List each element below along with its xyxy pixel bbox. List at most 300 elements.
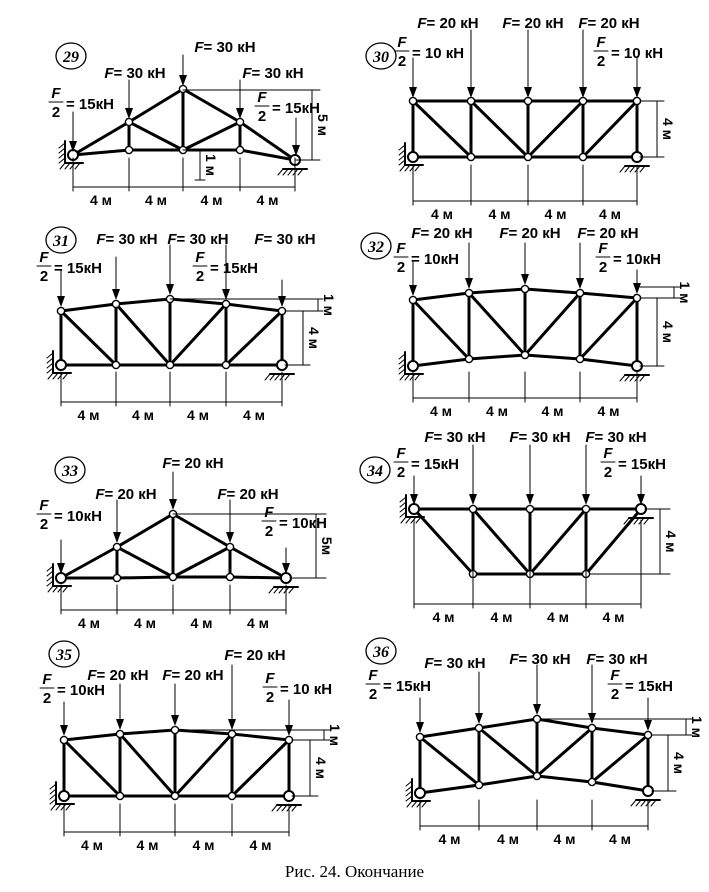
truss-member	[64, 740, 120, 796]
fixed-support	[408, 361, 418, 371]
load-arrow-head	[467, 87, 475, 98]
load-denominator: 2	[610, 686, 620, 703]
truss-joint	[588, 778, 595, 785]
half-load-label	[596, 240, 661, 276]
dimension-label: 4 м	[313, 756, 329, 780]
load-arrow-head	[475, 713, 483, 724]
truss-member	[469, 289, 525, 293]
dimension-label: 5 м	[315, 113, 331, 137]
truss-joint	[524, 97, 531, 104]
load-value: = 15кН	[66, 96, 114, 113]
dimension-label: 4 м	[144, 192, 168, 208]
load-denominator: 2	[39, 516, 49, 533]
dimension-label: 4 м	[429, 403, 453, 419]
load-arrow-head	[637, 494, 645, 505]
truss-joint	[475, 724, 482, 731]
truss-number: 35	[56, 647, 72, 664]
load-value: = 20 кН	[171, 455, 224, 472]
load-symbol: F	[167, 231, 177, 248]
load-value: = 10 кН	[611, 45, 664, 62]
load-label	[242, 65, 303, 82]
truss-member	[226, 311, 282, 365]
load-symbol: F	[264, 504, 274, 521]
load-arrow-head	[60, 725, 68, 736]
load-label	[162, 667, 223, 684]
truss-member	[580, 359, 637, 366]
load-denominator: 2	[39, 268, 49, 285]
truss-member	[232, 734, 289, 740]
dimension-label: 1 м	[689, 715, 705, 739]
load-symbol: F	[411, 225, 421, 242]
truss-34	[360, 429, 679, 625]
load-symbol: F	[603, 445, 613, 462]
truss-member	[592, 728, 648, 735]
truss-member	[61, 311, 116, 365]
load-arrow-head	[282, 563, 290, 574]
load-symbol: F	[242, 65, 252, 82]
load-symbol: F	[502, 15, 512, 32]
load-denominator: 2	[265, 689, 275, 706]
load-value: = 15кН	[272, 100, 320, 117]
truss-member	[413, 293, 469, 300]
truss-member	[413, 101, 471, 157]
truss-joint	[171, 792, 178, 799]
truss-member	[530, 509, 586, 574]
truss-number: 33	[62, 463, 78, 480]
load-value: = 30 кН	[595, 651, 648, 668]
truss-member	[583, 101, 637, 157]
load-arrow-head	[633, 283, 641, 294]
load-denominator: 2	[42, 690, 52, 707]
load-arrow-head	[579, 87, 587, 98]
load-symbol: F	[586, 651, 596, 668]
half-load-label	[366, 667, 431, 703]
truss-joint	[475, 781, 482, 788]
load-value: = 10кН	[57, 682, 105, 699]
load-arrow-head	[112, 289, 120, 300]
truss-member	[183, 89, 240, 122]
truss-member	[592, 782, 648, 791]
dimension-label: 4 м	[553, 831, 576, 847]
truss-joint	[467, 153, 474, 160]
truss-joint	[222, 361, 229, 368]
truss-joint	[228, 730, 235, 737]
load-label	[167, 231, 228, 248]
load-denominator: 2	[51, 104, 61, 121]
load-symbol: F	[217, 486, 227, 503]
load-value: = 10 кН	[280, 681, 333, 698]
load-symbol: F	[577, 225, 587, 242]
dimension-label: 4 м	[256, 192, 279, 208]
load-label	[586, 651, 647, 668]
load-label	[578, 15, 639, 32]
load-value: = 30 кН	[113, 65, 166, 82]
truss-joint	[576, 289, 583, 296]
dimension-label: 4 м	[242, 407, 266, 423]
truss-joint	[179, 85, 186, 92]
truss-member	[580, 298, 637, 359]
load-symbol: F	[509, 429, 519, 446]
load-symbol: F	[499, 225, 509, 242]
dimension-label: 4 м	[598, 206, 622, 222]
load-value: = 10кН	[613, 251, 661, 268]
load-arrow-head	[278, 296, 286, 307]
truss-joint	[169, 573, 176, 580]
load-arrow-head	[576, 278, 584, 289]
load-symbol: F	[51, 85, 61, 102]
truss-joint	[533, 772, 540, 779]
support-hatch	[48, 373, 53, 379]
truss-number: 34	[367, 463, 383, 480]
support-hatch	[272, 805, 277, 811]
truss-member	[175, 730, 232, 734]
support-hatch	[269, 587, 274, 593]
fixed-support	[408, 152, 418, 162]
dimension-label: 4 м	[541, 403, 564, 419]
half-load-label	[263, 670, 332, 706]
truss-member	[116, 299, 170, 304]
truss-member	[116, 304, 170, 365]
load-label	[96, 231, 157, 248]
load-label	[411, 225, 472, 242]
truss-joint	[588, 724, 595, 731]
dimension-label: 1 м	[203, 153, 219, 177]
load-arrow-head	[236, 108, 244, 119]
load-value: = 15кН	[54, 260, 102, 277]
load-arrow-head	[113, 532, 121, 543]
support-hatch	[265, 374, 270, 380]
load-label	[424, 655, 485, 672]
load-symbol: F	[417, 15, 427, 32]
truss-number: 32	[368, 239, 384, 256]
truss-joint	[526, 505, 533, 512]
truss-member	[420, 785, 479, 793]
dimension-label: 4 м	[136, 837, 159, 853]
load-arrow-head	[469, 494, 477, 505]
dimension-label: 4 м	[660, 320, 676, 344]
dimension-label: 4 м	[660, 117, 676, 141]
dimension-label: 5м	[319, 536, 335, 556]
truss-member	[420, 728, 479, 737]
truss-joint	[125, 118, 132, 125]
truss-member	[469, 293, 525, 355]
dimension-label: 4 м	[432, 609, 455, 625]
dimension-label: 4 м	[249, 837, 272, 853]
truss-member	[173, 514, 230, 547]
truss-member	[537, 719, 592, 728]
load-label	[499, 225, 560, 242]
truss-member	[473, 509, 530, 574]
fixed-support	[56, 360, 66, 370]
load-label	[509, 429, 570, 446]
dimension-label: 4 м	[485, 403, 509, 419]
load-label	[502, 15, 563, 32]
dimension-label: 4 м	[186, 407, 210, 423]
truss-member	[129, 122, 183, 150]
load-symbol: F	[396, 240, 406, 257]
half-load-label	[601, 445, 666, 481]
truss-member	[120, 734, 175, 796]
load-value: = 30 кН	[433, 429, 486, 446]
load-label	[162, 455, 223, 472]
half-load-label	[49, 85, 114, 121]
truss-number: 36	[373, 644, 389, 661]
load-arrow-head	[526, 494, 534, 505]
load-label	[585, 429, 646, 446]
truss-member	[420, 737, 479, 785]
dimension-label: 4 м	[663, 530, 679, 553]
load-arrow-head	[166, 284, 174, 295]
dimension-label: 4 м	[131, 407, 155, 423]
load-value: = 20 кН	[587, 15, 640, 32]
support-hatch	[401, 517, 406, 523]
load-value: = 20 кН	[508, 225, 561, 242]
load-arrow-head	[410, 494, 418, 505]
truss-member	[129, 89, 183, 122]
dimension-label: 4 м	[80, 837, 104, 853]
truss-member	[592, 735, 648, 782]
dimension-label: 4 м	[671, 751, 687, 775]
truss-member	[117, 547, 173, 577]
load-arrow-head	[582, 494, 590, 505]
half-load-label	[37, 497, 102, 533]
support-hatch	[407, 801, 412, 807]
dimension-label: 4 м	[190, 615, 213, 631]
load-value: = 15кН	[383, 678, 431, 695]
dimension-label: 4 м	[496, 831, 520, 847]
truss-joint	[226, 543, 233, 550]
load-arrow-head	[169, 499, 177, 510]
load-value: = 15кН	[411, 456, 459, 473]
truss-joint	[409, 296, 416, 303]
truss-member	[61, 304, 116, 311]
load-symbol: F	[424, 429, 434, 446]
truss-joint	[113, 543, 120, 550]
load-arrow-head	[116, 719, 124, 730]
dimension-label: 4 м	[546, 609, 570, 625]
truss-joint	[582, 505, 589, 512]
truss-joint	[236, 118, 243, 125]
truss-30	[366, 15, 676, 222]
load-symbol: F	[596, 34, 606, 51]
load-value: = 30 кН	[433, 655, 486, 672]
dimension-label: 4 м	[597, 403, 620, 419]
truss-member	[537, 776, 592, 782]
truss-member	[537, 728, 592, 776]
load-symbol: F	[397, 34, 407, 51]
load-label	[217, 486, 278, 503]
load-symbol: F	[104, 65, 114, 82]
load-value: = 15кН	[210, 260, 258, 277]
load-arrow-head	[57, 296, 65, 307]
dimension-label: 4 м	[438, 831, 461, 847]
load-label	[95, 486, 156, 503]
truss-joint	[112, 361, 119, 368]
load-label	[577, 225, 638, 242]
load-value: = 20 кН	[511, 15, 564, 32]
truss-joint	[416, 733, 423, 740]
load-symbol: F	[39, 497, 49, 514]
truss-joint	[236, 146, 243, 153]
truss-joint	[57, 307, 64, 314]
load-value: = 10кН	[411, 251, 459, 268]
support-hatch	[400, 374, 405, 380]
load-label	[417, 15, 478, 32]
support-hatch	[631, 800, 636, 806]
dimension-label: 4 м	[89, 192, 113, 208]
truss-joint	[166, 361, 173, 368]
truss-member	[479, 719, 537, 728]
truss-member	[170, 304, 226, 365]
truss-joint	[467, 97, 474, 104]
load-label	[424, 429, 485, 446]
load-arrow-head	[226, 532, 234, 543]
load-symbol: F	[224, 647, 234, 664]
truss-31	[37, 227, 337, 423]
truss-member	[525, 355, 580, 359]
load-value: = 30 кН	[251, 65, 304, 82]
support-hatch	[620, 375, 625, 381]
half-load-label	[395, 34, 464, 70]
truss-member	[479, 728, 537, 776]
truss-joint	[579, 153, 586, 160]
truss-36	[366, 638, 705, 847]
truss-joint	[465, 355, 472, 362]
truss-joint	[465, 289, 472, 296]
truss-member	[117, 577, 173, 578]
figure-caption: Рис. 24. Окончание	[284, 862, 425, 881]
truss-member	[413, 300, 469, 359]
dimension-label: 4 м	[77, 615, 101, 631]
truss-joint	[60, 736, 67, 743]
load-value: = 20 кН	[586, 225, 639, 242]
load-symbol: F	[424, 655, 434, 672]
load-value: = 30 кН	[105, 231, 158, 248]
truss-joint	[469, 505, 476, 512]
truss-joint	[113, 574, 120, 581]
load-symbol: F	[42, 671, 52, 688]
load-denominator: 2	[396, 464, 406, 481]
load-denominator: 2	[598, 259, 608, 276]
truss-joint	[171, 726, 178, 733]
truss-joint	[222, 300, 229, 307]
truss-member	[175, 734, 232, 796]
load-value: = 15кН	[625, 678, 673, 695]
load-arrow-head	[533, 704, 541, 715]
fixed-support	[59, 791, 69, 801]
truss-number: 31	[53, 233, 69, 250]
dimension-label: 4 м	[488, 206, 511, 222]
load-arrow-head	[524, 87, 532, 98]
load-arrow-head	[521, 274, 529, 285]
load-denominator: 2	[397, 53, 407, 70]
half-load-label	[594, 34, 663, 70]
load-denominator: 2	[396, 259, 406, 276]
truss-member	[64, 734, 120, 740]
truss-member	[525, 293, 580, 355]
load-arrow-head	[465, 278, 473, 289]
half-load-label	[37, 249, 102, 285]
load-denominator: 2	[264, 523, 274, 540]
load-value: = 10кН	[279, 515, 327, 532]
load-value: = 30 кН	[594, 429, 647, 446]
load-symbol: F	[96, 231, 106, 248]
fixed-support	[415, 788, 425, 798]
load-value: = 30 кН	[176, 231, 229, 248]
dimension-label: 4 м	[200, 192, 223, 208]
load-value: = 15кН	[618, 456, 666, 473]
truss-35	[40, 641, 343, 853]
load-arrow-head	[416, 722, 424, 733]
truss-joint	[524, 153, 531, 160]
truss-number: 30	[373, 49, 389, 66]
truss-member	[61, 547, 117, 578]
truss-joint	[116, 792, 123, 799]
truss-member	[230, 577, 286, 578]
load-symbol: F	[396, 445, 406, 462]
truss-member	[173, 547, 230, 577]
half-load-label	[193, 249, 258, 285]
load-symbol: F	[257, 89, 267, 106]
support-hatch	[400, 165, 405, 171]
load-symbol: F	[509, 651, 519, 668]
load-arrow-head	[125, 108, 133, 119]
truss-joint	[125, 146, 132, 153]
load-denominator: 2	[368, 686, 378, 703]
dimension-label: 4 м	[430, 206, 454, 222]
load-value: = 20 кН	[426, 15, 479, 32]
truss-joint	[576, 355, 583, 362]
load-arrow-head	[179, 75, 187, 86]
load-symbol: F	[368, 667, 378, 684]
support-hatch	[48, 586, 53, 592]
load-label	[104, 65, 165, 82]
dimension-label: 4 м	[306, 326, 322, 350]
truss-joint	[116, 730, 123, 737]
dimension-label: 1 м	[677, 281, 693, 304]
load-arrow-head	[57, 563, 65, 574]
truss-member	[120, 730, 175, 734]
load-symbol: F	[194, 39, 204, 56]
load-value: = 20 кН	[96, 667, 149, 684]
load-value: = 10 кН	[412, 45, 465, 62]
half-load-label	[262, 504, 327, 540]
load-symbol: F	[195, 249, 205, 266]
load-denominator: 2	[596, 53, 606, 70]
load-value: = 20 кН	[420, 225, 473, 242]
load-denominator: 2	[257, 108, 267, 125]
truss-joint	[644, 731, 651, 738]
dimension-label: 4 м	[544, 206, 567, 222]
dimension-label: 4 м	[77, 407, 100, 423]
truss-member	[525, 289, 580, 293]
load-value: = 30 кН	[263, 231, 316, 248]
truss-member	[183, 122, 240, 150]
load-arrow-head	[228, 719, 236, 730]
support-hatch	[60, 163, 65, 169]
dimension-label: 1 м	[327, 723, 343, 747]
truss-member	[471, 101, 528, 157]
dimension-label: 4 м	[608, 831, 632, 847]
load-arrow-head	[409, 285, 417, 296]
load-label	[194, 39, 255, 56]
load-arrow-head	[409, 87, 417, 98]
load-label	[509, 651, 570, 668]
truss-joint	[409, 97, 416, 104]
load-denominator: 2	[603, 464, 613, 481]
support-hatch	[278, 169, 283, 175]
dimension-label: 4 м	[490, 609, 513, 625]
